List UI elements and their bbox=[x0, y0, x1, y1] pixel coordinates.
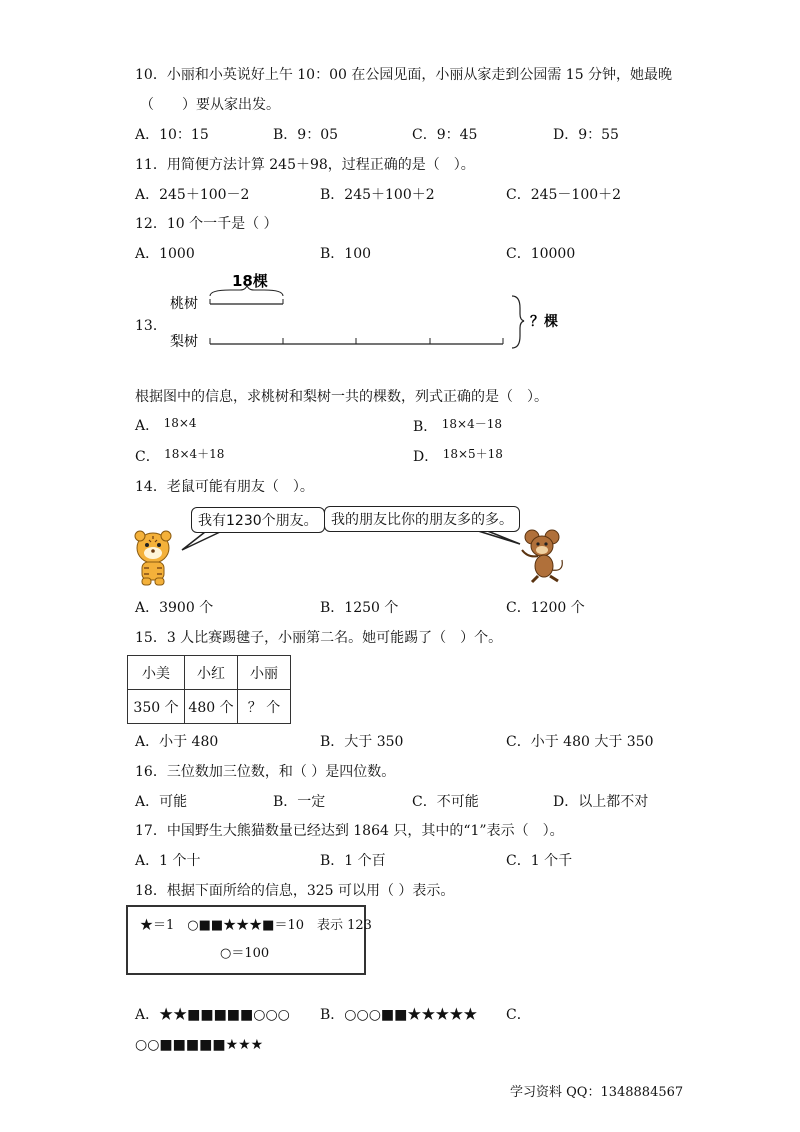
q12-text: 12．10 个一千是（ ） bbox=[135, 216, 278, 232]
q11-option-b: B．245＋100＋2 bbox=[320, 187, 435, 203]
footer-qq: 学习资料 QQ：1348884567 bbox=[510, 1085, 684, 1100]
q13-option-c bbox=[135, 445, 224, 466]
q13-brace-right bbox=[512, 296, 524, 348]
q18-option-c-wrap: ○○■■■■■★★★ bbox=[135, 1037, 264, 1053]
q13-pear-label: 梨树 bbox=[170, 334, 198, 350]
bubble-mouse: 我的朋友比你的朋友多的多。 bbox=[324, 506, 520, 532]
q13-number: 13． bbox=[135, 318, 167, 334]
q15-header-xiaohong: 小红 bbox=[185, 656, 238, 690]
q18-option-c: C． bbox=[506, 1007, 531, 1023]
q10-option-a: A．10：15 bbox=[135, 127, 209, 143]
q17-option-b: B．1 个百 bbox=[320, 853, 386, 869]
q10-option-c: C．9：45 bbox=[412, 127, 478, 143]
q17-option-c: C．1 个千 bbox=[506, 853, 573, 869]
q15-option-b: B．大于 350 bbox=[320, 734, 404, 750]
bubble-tiger: 我有1230个朋友。 bbox=[191, 507, 325, 533]
q13-option-a-formula: 18×4 bbox=[163, 416, 197, 430]
q13-peach-label: 桃树 bbox=[170, 296, 198, 312]
q14-text: 14．老鼠可能有朋友（ ）。 bbox=[135, 479, 314, 495]
q15-header-xiaoli: 小丽 bbox=[238, 656, 291, 690]
q16-option-d: D．以上都不对 bbox=[553, 794, 649, 810]
q12-option-c: C．10000 bbox=[506, 246, 576, 262]
q12-option-a: A．1000 bbox=[135, 246, 195, 262]
q13-option-d-letter: D． bbox=[413, 449, 439, 465]
q13-option-b bbox=[413, 415, 502, 436]
q11-option-c: C．245－100＋2 bbox=[506, 187, 622, 203]
q10-line1: 10．小丽和小英说好上午 10：00 在公园见面，小丽从家走到公园需 15 分钟，她最晚 bbox=[135, 67, 673, 83]
q15-header-xiaomei: 小美 bbox=[128, 656, 185, 690]
q16-option-b: B．一定 bbox=[273, 794, 326, 810]
q15-table-header-row bbox=[128, 656, 291, 690]
q16-option-c: C．不可能 bbox=[412, 794, 479, 810]
q13-line-diagram bbox=[160, 268, 580, 358]
bubble-left-tail bbox=[182, 532, 220, 550]
q15-table-value-row bbox=[128, 690, 291, 724]
bubble-right-tail bbox=[475, 530, 520, 544]
q14-option-a: A．3900 个 bbox=[135, 600, 214, 616]
q10-option-b: B．9：05 bbox=[273, 127, 339, 143]
q16-text: 16．三位数加三位数，和（ ）是四位数。 bbox=[135, 764, 396, 780]
q11-text: 11．用简便方法计算 245＋98，过程正确的是（ ）。 bbox=[135, 157, 475, 173]
q16-option-a: A．可能 bbox=[135, 794, 188, 810]
q13-option-d bbox=[413, 445, 503, 466]
q13-option-c-letter: C． bbox=[135, 449, 160, 465]
q18-option-b: B．○○○■■★★★★★ bbox=[320, 1007, 478, 1023]
q14-option-b: B．1250 个 bbox=[320, 600, 399, 616]
q17-text: 17．中国野生大熊猫数量已经达到 1864 只，其中的“1”表示（ ）。 bbox=[135, 823, 564, 839]
q18-box-line1: ★＝1 ○■■★★★■＝10 表示 123 bbox=[140, 918, 372, 933]
q11-option-a: A．245＋100－2 bbox=[135, 187, 250, 203]
q13-question-label: ？棵 bbox=[530, 314, 558, 330]
q18-box-line2: ○＝100 bbox=[220, 946, 270, 961]
q12-option-b: B．100 bbox=[320, 246, 372, 262]
q10-option-d: D．9：55 bbox=[553, 127, 619, 143]
mouse-illustration bbox=[518, 528, 568, 584]
q18-text: 18．根据下面所给的信息，325 可以用（ ）表示。 bbox=[135, 883, 455, 899]
q15-value-xiaohong: 480 个 bbox=[185, 690, 238, 724]
q13-option-c-formula: 18×4＋18 bbox=[164, 447, 225, 461]
q17-option-a: A．1 个十 bbox=[135, 853, 201, 869]
q18-option-a: A．★★■■■■■○○○ bbox=[135, 1007, 290, 1023]
q15-text: 15．3 人比赛踢毽子，小丽第二名。她可能踢了（ ）个。 bbox=[135, 630, 503, 646]
q13-brace-top bbox=[210, 285, 283, 296]
q15-table bbox=[127, 655, 291, 724]
q15-value-xiaoli: ？ 个 bbox=[238, 690, 291, 724]
q10-line2: （ ）要从家出发。 bbox=[140, 97, 280, 113]
q15-value-xiaomei: 350 个 bbox=[128, 690, 185, 724]
q13-top-label: 18棵 bbox=[232, 272, 268, 290]
q14-option-c: C．1200 个 bbox=[506, 600, 585, 616]
q15-option-a: A．小于 480 bbox=[135, 734, 219, 750]
q13-text: 根据图中的信息，求桃树和梨树一共的棵数，列式正确的是（ ）。 bbox=[135, 389, 548, 405]
q13-option-d-formula: 18×5＋18 bbox=[442, 447, 503, 461]
q13-option-b-formula: 18×4－18 bbox=[441, 417, 502, 431]
q13-option-a-letter: A． bbox=[135, 418, 160, 434]
q15-option-c: C．小于 480 大于 350 bbox=[506, 734, 654, 750]
q13-option-a bbox=[135, 415, 197, 435]
q13-option-b-letter: B． bbox=[413, 419, 438, 435]
